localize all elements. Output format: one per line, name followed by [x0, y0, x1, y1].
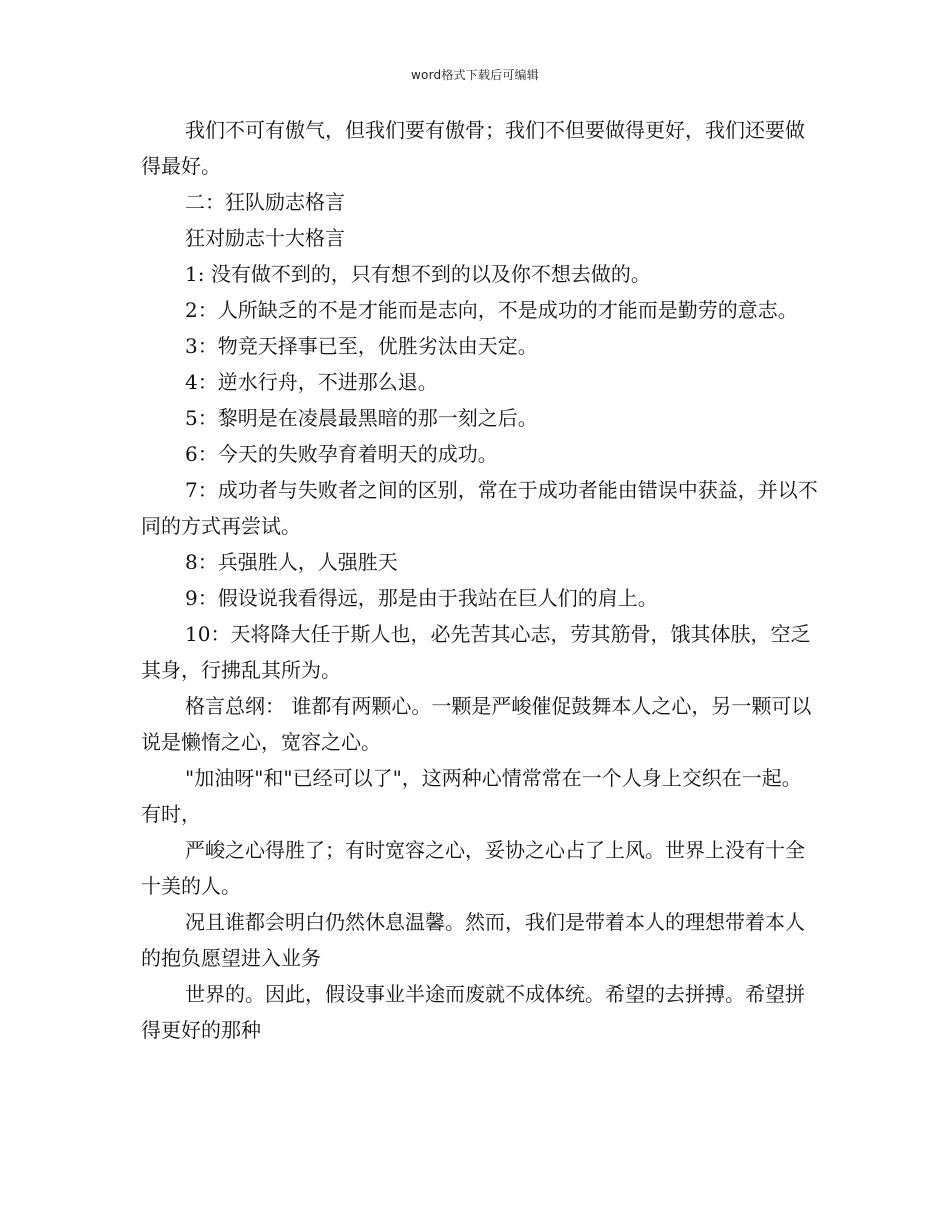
list-item: 6：今天的失败孕育着明天的成功。: [185, 442, 498, 466]
paragraph: 我们不可有傲气，但我们要有傲骨；我们不但要做得更好，我们还要做得最好。: [141, 118, 805, 178]
page-header: word格式下载后可编辑: [411, 68, 539, 82]
list-item: 2：人所缺乏的不是才能而是志向，不是成功的才能而是勤劳的意志。: [185, 298, 798, 322]
paragraph: "加油呀"和"已经可以了"，这两种心情常常在一个人身上交织在一起。有时，: [141, 766, 802, 826]
list-item: 8：兵强胜人，人强胜天: [185, 550, 398, 574]
list-item: 9：假设说我看得远，那是由于我站在巨人们的肩上。: [185, 586, 658, 610]
list-item: 7：成功者与失败者之间的区别，常在于成功者能由错误中获益，并以不同的方式再尝试。: [141, 478, 818, 538]
subheading: 狂对励志十大格言: [185, 226, 345, 250]
section-heading: 二：狂队励志格言: [185, 190, 345, 214]
paragraph: 格言总纲： 谁都有两颗心。一颗是严峻催促鼓舞本人之心，另一颗可以说是懒惰之心，宽容之心。: [141, 694, 812, 754]
paragraph: 世界的。因此，假设事业半途而废就不成体统。希望的去拼搏。希望拼得更好的那种: [141, 982, 805, 1042]
list-item: 10：天将降大任于斯人也，必先苦其心志，劳其筋骨，饿其体肤，空乏其身，行拂乱其所为。: [141, 622, 811, 682]
list-item: 3：物竞天择事已至，优胜劣汰由天定。: [185, 334, 538, 358]
list-item: 5：黎明是在凌晨最黑暗的那一刻之后。: [185, 406, 538, 430]
list-item: 1: 没有做不到的，只有想不到的以及你不想去做的。: [185, 262, 651, 286]
paragraph: 严峻之心得胜了；有时宽容之心，妥协之心占了上风。世界上没有十全十美的人。: [141, 838, 805, 898]
list-item: 4：逆水行舟，不进那么退。: [185, 370, 438, 394]
paragraph: 况且谁都会明白仍然休息温馨。然而，我们是带着本人的理想带着本人的抱负愿望进入业务: [141, 910, 805, 970]
document-body: [141, 112, 821, 1048]
